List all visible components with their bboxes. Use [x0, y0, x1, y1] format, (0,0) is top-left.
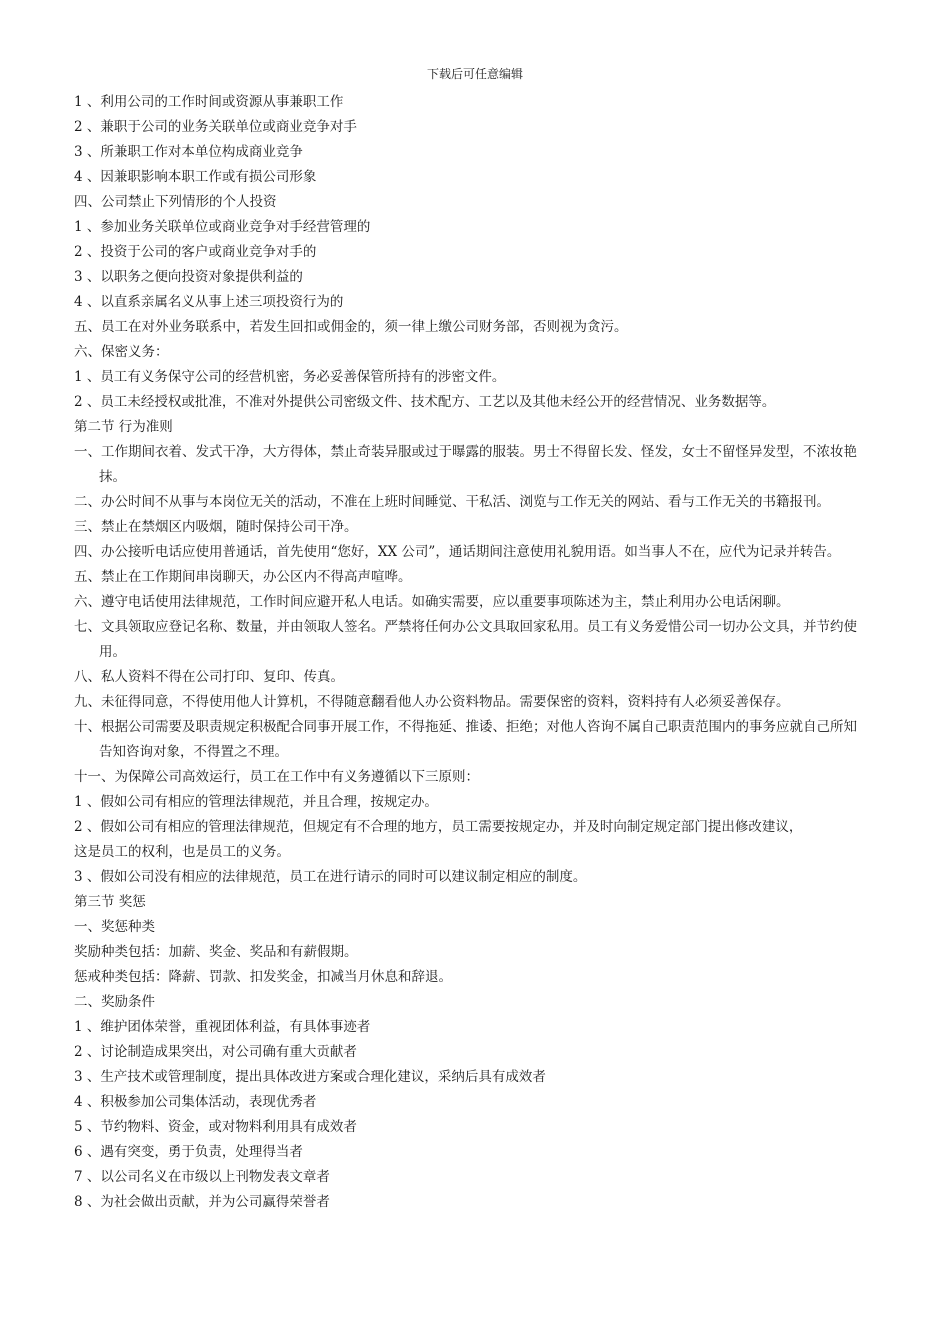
text-line: 2 、投资于公司的客户或商业竞争对手的	[74, 244, 317, 260]
text-line: 二、奖励条件	[74, 994, 155, 1010]
text-line: 7 、以公司名义在市级以上刊物发表文章者	[74, 1169, 330, 1185]
text-line: 1 、维护团体荣誉，重视团体利益，有具体事迹者	[74, 1019, 371, 1035]
text-line: 五、员工在对外业务联系中，若发生回扣或佣金的，须一律上缴公司财务部，否则视为贪污。	[74, 319, 628, 335]
text-line: 一、奖惩种类	[74, 919, 155, 935]
text-line: 3 、所兼职工作对本单位构成商业竞争	[74, 144, 303, 160]
text-line: 十一、为保障公司高效运行，员工在工作中有义务遵循以下三原则：	[74, 769, 479, 785]
paragraph: 四、办公接听电话应使用普通话，首先使用“您好，XX 公司”，通话期间注意使用礼貌用语。如当事人不在，应代为记录并转告。	[74, 544, 841, 560]
text-line: 1 、假如公司有相应的管理法律规范，并且合理，按规定办。	[74, 794, 438, 810]
text-line: 六、遵守电话使用法律规范，工作时间应避开私人电话。如确实需要，应以重要事项陈述为主，禁止利用办公电话闲聊。	[74, 594, 790, 610]
text-line: 第二节 行为准则	[74, 419, 173, 435]
text-line: 1 、参加业务关联单位或商业竞争对手经营管理的	[74, 219, 371, 235]
text-line: 2 、假如公司有相应的管理法律规范，但规定有不合理的地方，员工需要按规定办，并及时向制定规定部门提出修改建议，	[74, 819, 803, 835]
text-line: 3 、假如公司没有相应的法律规范，员工在进行请示的同时可以建议制定相应的制度。	[74, 869, 587, 885]
text-line: 4 、因兼职影响本职工作或有损公司形象	[74, 169, 317, 185]
text-line: 四、公司禁止下列情形的个人投资	[74, 194, 277, 210]
document-body	[74, 90, 864, 1215]
text-line: 这是员工的权利，也是员工的义务。	[74, 844, 290, 860]
text-line: 2 、员工未经授权或批准，不准对外提供公司密级文件、技术配方、工艺以及其他未经公开的经营情况、业务数据等。	[74, 394, 776, 410]
text-line: 奖励种类包括：加薪、奖金、奖品和有薪假期。	[74, 944, 358, 960]
text-line: 3 、以职务之便向投资对象提供利益的	[74, 269, 303, 285]
text-line: 六、保密义务：	[74, 344, 169, 360]
text-line: 1 、员工有义务保守公司的经营机密，务必妥善保管所持有的涉密文件。	[74, 369, 506, 385]
paragraph: 七、文具领取应登记名称、数量，并由领取人签名。严禁将任何办公文具取回家私用。员工有义务爱惜公司一切办公文具，并节约使用。	[74, 619, 857, 660]
text-line: 1 、利用公司的工作时间或资源从事兼职工作	[74, 94, 344, 110]
text-line: 2 、兼职于公司的业务关联单位或商业竞争对手	[74, 119, 357, 135]
text-line: 6 、遇有突变，勇于负责，处理得当者	[74, 1144, 303, 1160]
paragraph: 十、根据公司需要及职责规定积极配合同事开展工作，不得拖延、推诿、拒绝；对他人咨询不属自己职责范围内的事务应就自己所知告知咨询对象，不得置之不理。	[74, 719, 857, 760]
text-line: 惩戒种类包括：降薪、罚款、扣发奖金，扣减当月休息和辞退。	[74, 969, 452, 985]
paragraph: 一、工作期间衣着、发式干净，大方得体，禁止奇装异服或过于曝露的服装。男士不得留长发、怪发，女士不留怪异发型，不浓妆艳抹。	[74, 444, 857, 485]
text-line: 第三节 奖惩	[74, 894, 146, 910]
text-line: 九、未征得同意，不得使用他人计算机，不得随意翻看他人办公资料物品。需要保密的资料，资料持有人必须妥善保存。	[74, 694, 790, 710]
paragraph: 二、办公时间不从事与本岗位无关的活动，不准在上班时间睡觉、干私活、浏览与工作无关的网站、看与工作无关的书籍报刊。	[74, 494, 830, 510]
text-line: 4 、积极参加公司集体活动，表现优秀者	[74, 1094, 317, 1110]
text-line: 4 、以直系亲属名义从事上述三项投资行为的	[74, 294, 344, 310]
page-header: 下载后可任意编辑	[426, 67, 523, 81]
text-line: 3 、生产技术或管理制度，提出具体改进方案或合理化建议，采纳后具有成效者	[74, 1069, 546, 1085]
text-line: 五、禁止在工作期间串岗聊天，办公区内不得高声喧哗。	[74, 569, 412, 585]
text-line: 5 、节约物料、资金，或对物料利用具有成效者	[74, 1119, 357, 1135]
text-line: 三、禁止在禁烟区内吸烟，随时保持公司干净。	[74, 519, 358, 535]
text-line: 八、私人资料不得在公司打印、复印、传真。	[74, 669, 344, 685]
text-line: 2 、讨论制造成果突出，对公司确有重大贡献者	[74, 1044, 357, 1060]
text-line: 8 、为社会做出贡献，并为公司赢得荣誉者	[74, 1194, 330, 1210]
